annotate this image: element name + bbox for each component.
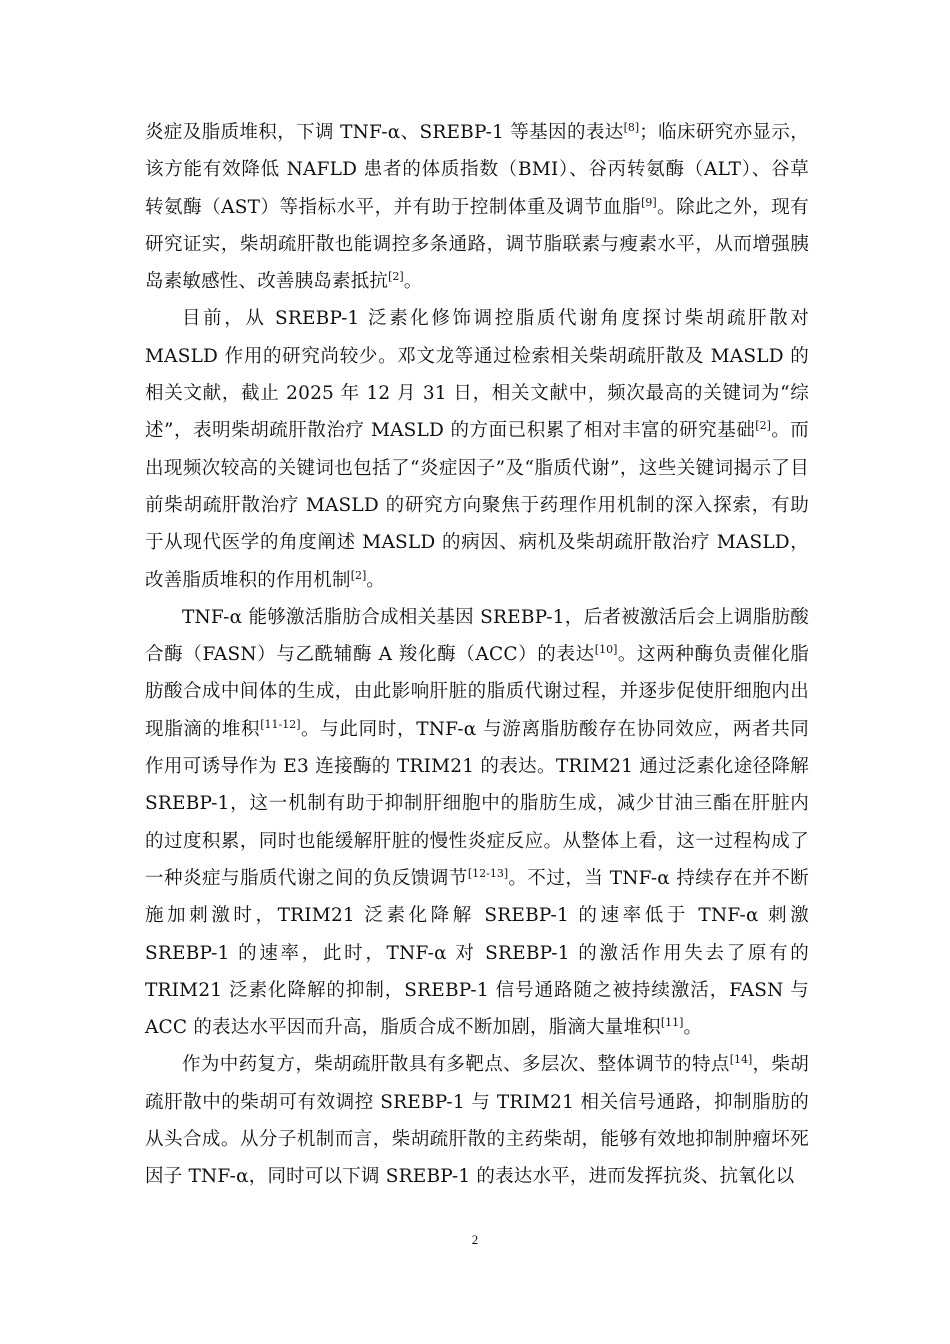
text-run: 作为中药复方，柴胡疏肝散具有多靶点、多层次、整体调节的特点 [182,1054,730,1076]
citation-ref: [12-13] [467,866,509,880]
citation-ref: [2] [350,568,367,582]
citation-ref: [2] [755,419,771,433]
citation-ref: [14] [729,1053,753,1067]
citation-ref: [8] [623,121,640,134]
text-run: 。 [403,271,423,293]
citation-ref: [11] [660,1016,684,1030]
text-run: ；临床研究亦显示，该方能有效降低 NAFLD 患者的体质指数（BMI）、谷丙转氨酶（ALT）、谷草转氨酶（AST）等指标水平，并有助于控制体重及调节血脂 [145,122,809,218]
text-run: ，柴胡疏肝散中的柴胡可有效调控 SREBP-1 与 TRIM21 相关信号通路，抑制脂肪的从头合成。从分子机制而言，柴胡疏肝散的主药柴胡，能够有效地抑制肿瘤坏死因子 TNF-α，同时可以下调 SREBP-1 的表达水平，进而发挥抗炎、抗氧化以 [145,1054,809,1188]
text-run: 。不过，当 TNF-α 持续存在并不断施加刺激时，TRIM21 泛素化降解 SREBP-1 的速率低于 TNF-α 刺激 SREBP-1 的速率，此时，TNF-α 对 SREBP-1 的激活作用失去了原有的 TRIM21 泛素化降解的抑制，SREBP-1 信号通路随之被持续激活，FASN 与 ACC 的表达水平因而升高，脂质合成不断加剧，脂滴大量堆积 [145,867,809,1039]
page-number: 2 [471,1232,479,1247]
citation-ref: [9] [641,195,657,209]
text-run: 炎症及脂质堆积，下调 TNF-α、SREBP-1 等基因的表达 [145,122,624,143]
body-text [145,114,809,1196]
text-run: 。 [683,1017,703,1039]
citation-ref: [10] [594,643,618,657]
text-run: 目前，从 SREBP-1 泛素化修饰调控脂质代谢角度探讨柴胡疏肝散对 MASLD 作用的研究尚较少。邓文龙等通过检索相关柴胡疏肝散及 MASLD 的相关文献，截止 2025 年 12 月 31 日，相关文献中，频次最高的关键词为“综述”，表明柴胡疏肝散治疗 MASLD 的方面已积累了相对丰富的研究基础 [145,308,809,442]
text-run: 。这两种酶负责催化脂肪酸合成中间体的生成，由此影响肝脏的脂质代谢过程，并逐步促使肝细胞内出现脂滴的堆积 [145,644,809,740]
paragraph [145,114,809,300]
text-run: TNF-α 能够激活脂肪合成相关基因 SREBP-1，后者被激活后会上调脂肪酸合酶（FASN）与乙酰辅酶 A 羧化酶（ACC）的表达 [145,606,809,666]
citation-ref: [2] [388,270,404,284]
paragraph [145,300,809,598]
citation-ref: [11-12] [260,717,301,731]
text-run: 。 [366,569,385,591]
text-run: 。而出现频次较高的关键词也包括了“炎症因子”及“脂质代谢”，这些关键词揭示了目前柴胡疏肝散治疗 MASLD 的研究方向聚焦于药理作用机制的深入探索，有助于从现代医学的角度阐述 MASLD 的病因、病机及柴胡疏肝散治疗 MASLD，改善脂质堆积的作用机制 [145,420,809,591]
text-run: 。与此同时，TNF-α 与游离脂肪酸存在协同效应，两者共同作用可诱导作为 E3 连接酶的 TRIM21 的表达。TRIM21 通过泛素化途径降解 SREBP-1，这一机制有助于抑制肝细胞中的脂肪生成，减少甘油三酯在肝脏内的过度积累，同时也能缓解肝脏的慢性炎症反应。从整体上看，这一过程构成了一种炎症与脂质代谢之间的负反馈调节 [145,718,809,889]
paragraph [145,599,809,1047]
text-run: 。除此之外，现有研究证实，柴胡疏肝散也能调控多条通路，调节脂联素与瘦素水平，从而增强胰岛素敏感性、改善胰岛素抵抗 [145,196,809,293]
paragraph [145,1046,809,1195]
